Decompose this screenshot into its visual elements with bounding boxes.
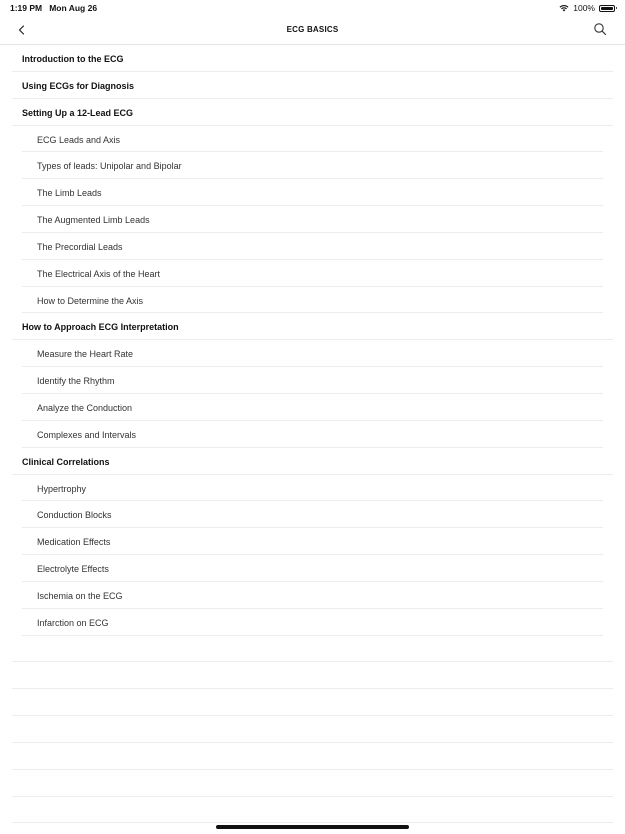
status-right xyxy=(559,3,615,13)
toc-label: Conduction Blocks xyxy=(37,510,112,521)
toc-item-row[interactable] xyxy=(0,501,625,528)
empty-row xyxy=(0,770,625,797)
toc-item-row[interactable] xyxy=(0,394,625,421)
status-time-text: 1:19 PM xyxy=(10,3,43,13)
toc-label: ECG Leads and Axis xyxy=(37,134,121,145)
toc-label: The Limb Leads xyxy=(37,188,102,199)
toc-item-row[interactable] xyxy=(0,340,625,367)
toc-item-row[interactable] xyxy=(0,582,625,609)
status-bar xyxy=(0,0,625,16)
toc-item-row[interactable] xyxy=(0,475,625,502)
toc-item-row[interactable] xyxy=(0,206,625,233)
empty-row xyxy=(0,662,625,689)
wifi-icon xyxy=(559,4,569,12)
toc-label: Medication Effects xyxy=(37,537,111,548)
toc-section-row[interactable] xyxy=(0,448,625,475)
toc-label: Using ECGs for Diagnosis xyxy=(22,80,135,91)
empty-row xyxy=(0,743,625,770)
battery-percent: 100% xyxy=(573,3,595,13)
toc-item-row[interactable] xyxy=(0,126,625,153)
row-divider xyxy=(12,822,613,823)
empty-row xyxy=(0,716,625,743)
search-icon[interactable] xyxy=(593,22,607,36)
toc-label: Analyze the Conduction xyxy=(37,402,133,413)
toc-label: The Precordial Leads xyxy=(37,241,123,252)
toc-item-row[interactable] xyxy=(0,179,625,206)
toc-label: Setting Up a 12-Lead ECG xyxy=(22,107,134,118)
toc-label: Hypertrophy xyxy=(37,483,87,494)
toc-label: Complexes and Intervals xyxy=(37,429,137,440)
toc-label: Electrolyte Effects xyxy=(37,564,109,575)
navigation-bar xyxy=(0,16,625,45)
toc-label: Types of leads: Unipolar and Bipolar xyxy=(37,161,182,172)
toc-item-row[interactable] xyxy=(0,609,625,636)
toc-item-row[interactable] xyxy=(0,233,625,260)
toc-item-row[interactable] xyxy=(0,152,625,179)
empty-row xyxy=(0,689,625,716)
toc-section-row[interactable] xyxy=(0,45,625,72)
toc-label: Introduction to the ECG xyxy=(22,54,124,64)
toc-section-row[interactable] xyxy=(0,72,625,99)
toc-label: How to Determine the Axis xyxy=(37,295,144,306)
toc-label: The Electrical Axis of the Heart xyxy=(37,268,161,279)
toc-section-row[interactable] xyxy=(0,99,625,126)
toc-label: How to Approach ECG Interpretation xyxy=(22,322,179,333)
status-date-text: Mon Aug 26 xyxy=(49,3,98,13)
battery-icon xyxy=(599,5,615,12)
toc-label: Identify the Rhythm xyxy=(37,376,115,387)
toc-label: Ischemia on the ECG xyxy=(37,590,123,601)
table-of-contents xyxy=(0,45,625,823)
toc-item-row[interactable] xyxy=(0,528,625,555)
toc-label: Clinical Correlations xyxy=(22,456,110,467)
toc-label: The Augmented Limb Leads xyxy=(37,215,150,226)
toc-item-row[interactable] xyxy=(0,367,625,394)
empty-row xyxy=(0,797,625,824)
toc-label: Measure the Heart Rate xyxy=(37,349,134,360)
toc-item-row[interactable] xyxy=(0,421,625,448)
toc-section-row[interactable] xyxy=(0,313,625,340)
toc-label: Infarction on ECG xyxy=(37,617,109,628)
empty-row xyxy=(0,636,625,663)
toc-item-row[interactable] xyxy=(0,260,625,287)
toc-item-row[interactable] xyxy=(0,555,625,582)
page-title: ECG BASICS xyxy=(286,25,339,34)
home-indicator[interactable] xyxy=(216,825,409,829)
status-time xyxy=(10,3,97,13)
toc-item-row[interactable] xyxy=(0,287,625,314)
